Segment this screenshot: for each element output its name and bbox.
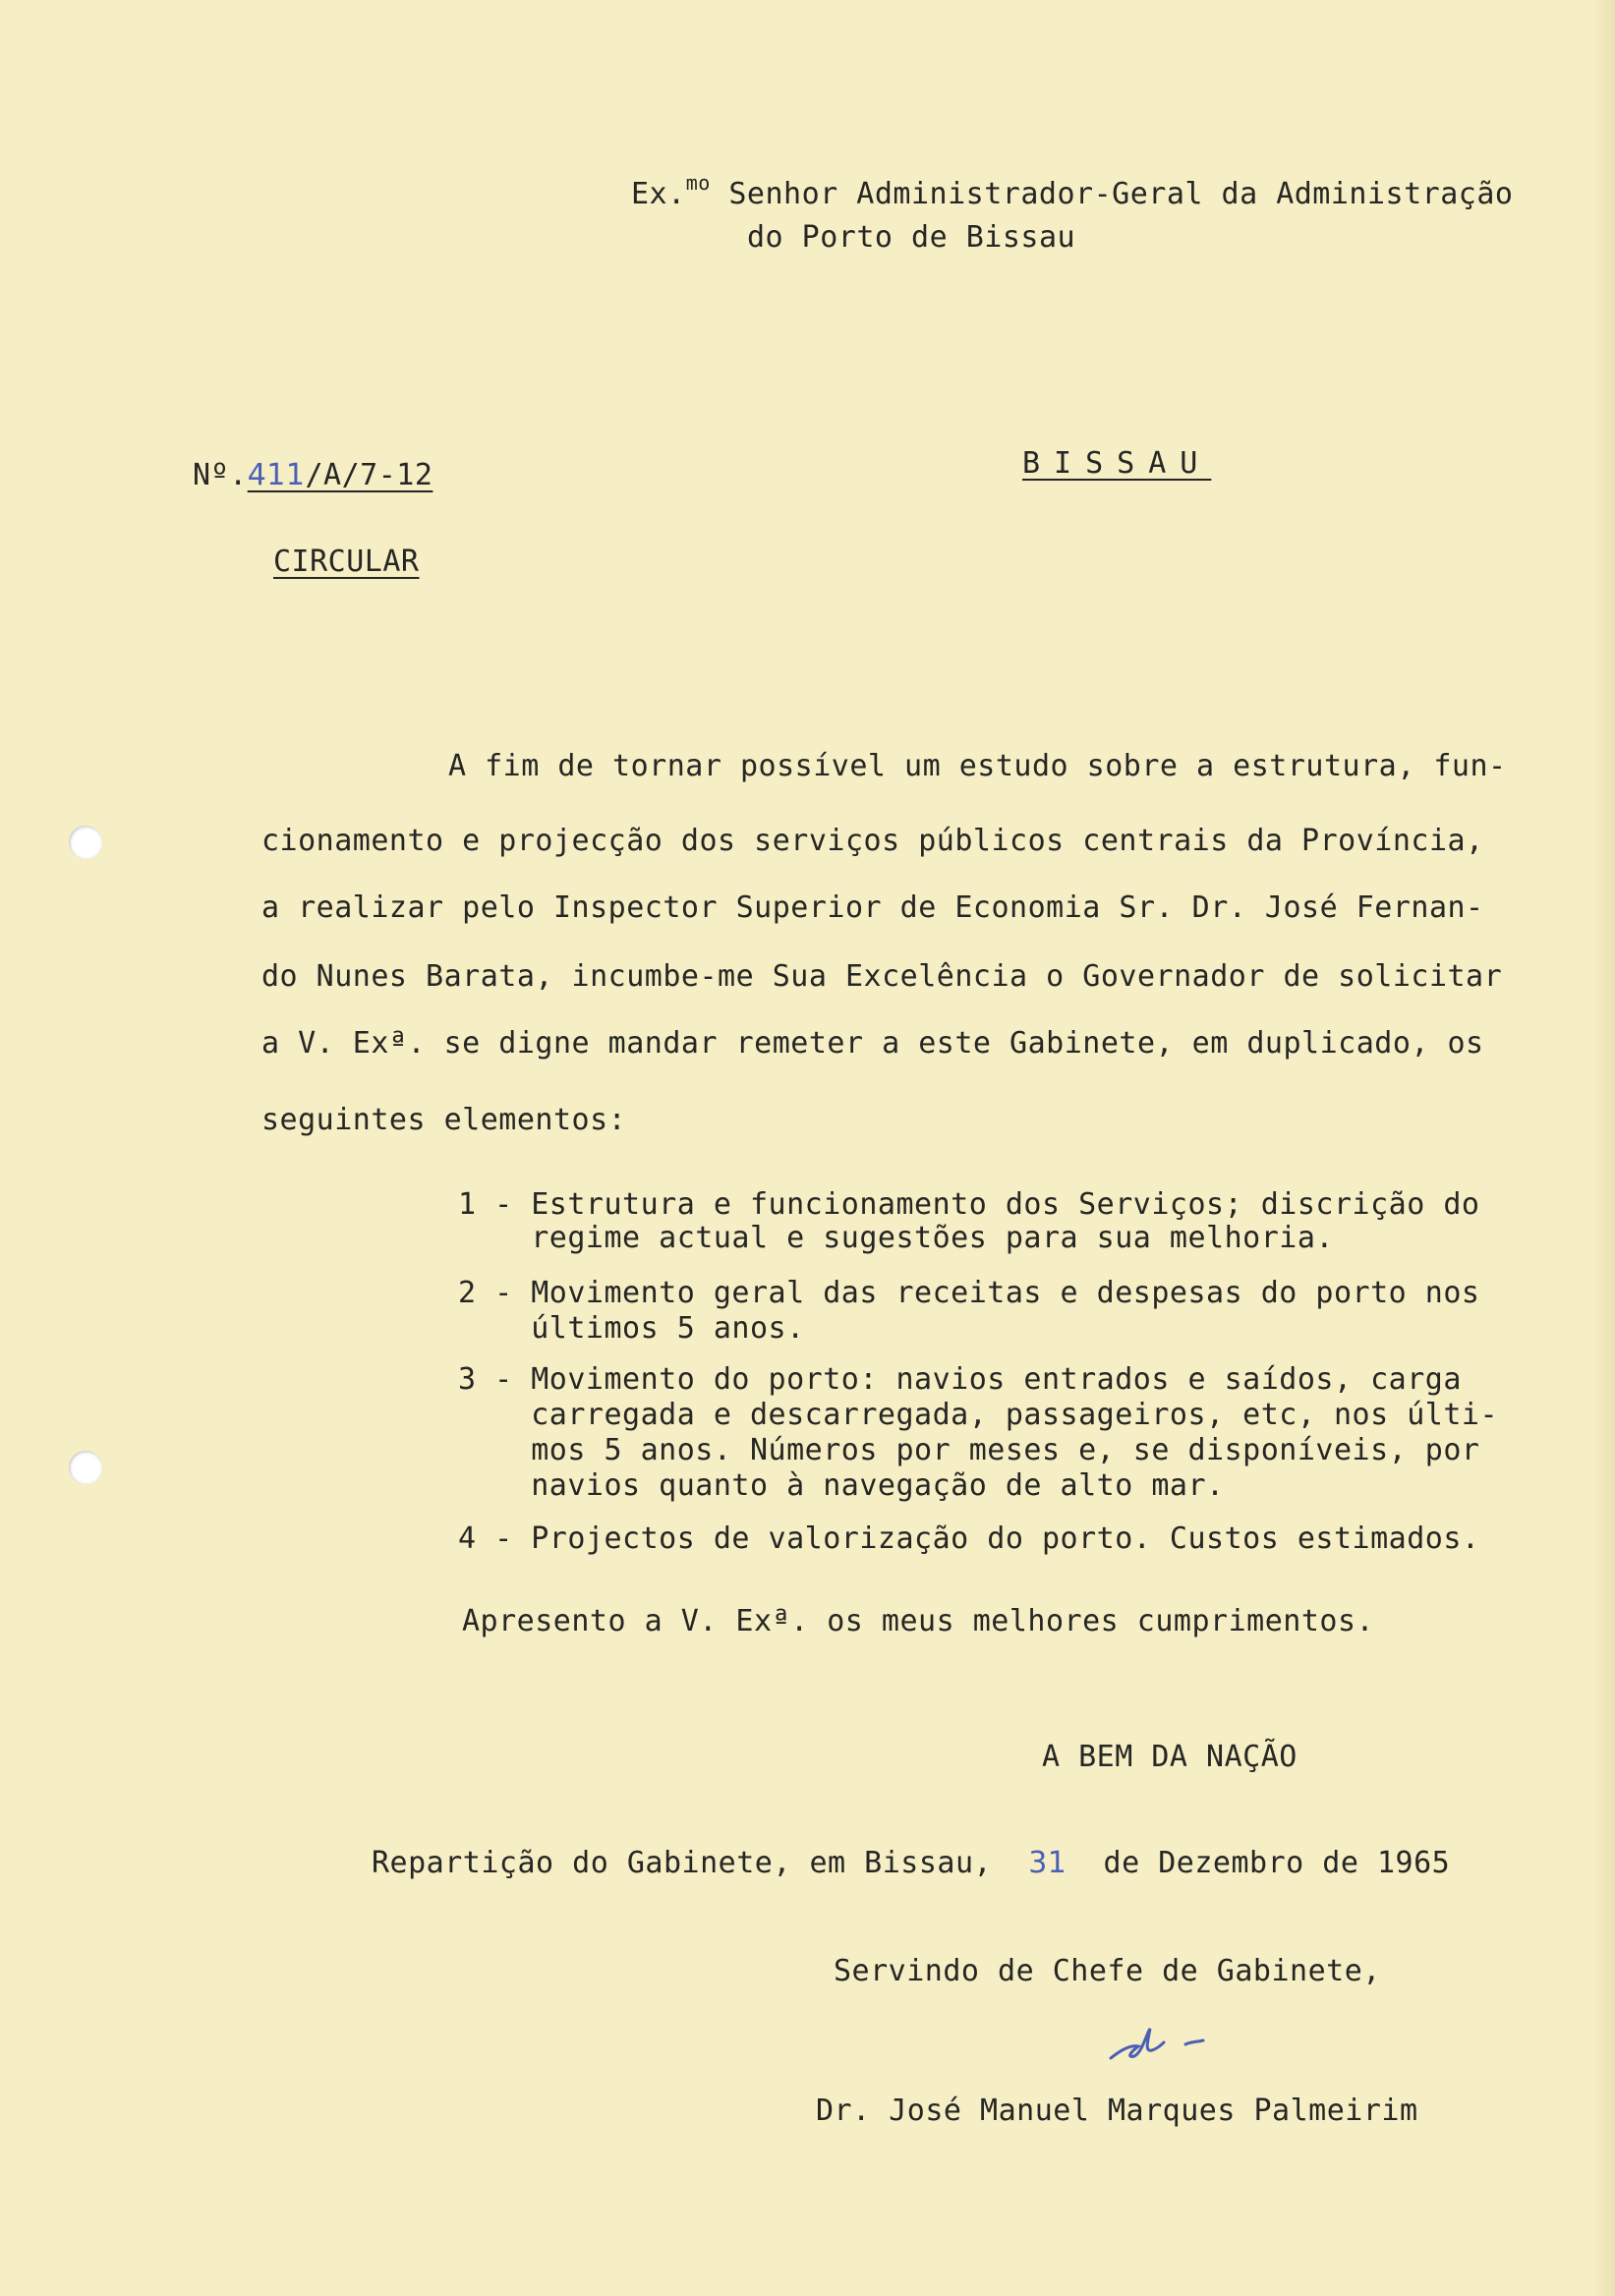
body-line: cionamento e projecção dos serviços públicos centrais da Província,: [261, 824, 1484, 858]
date-suffix: de Dezembro de 1965: [1103, 1846, 1451, 1880]
reference-suffix: /A/7-12: [305, 458, 433, 492]
signatory-role: Servindo de Chefe de Gabinete,: [834, 1954, 1381, 1988]
list-item: carregada e descarregada, passageiros, etc, nos últi-: [458, 1398, 1499, 1432]
addressee-title: Senhor Administrador-Geral da Administração: [710, 177, 1514, 211]
list-item: 1 - Estrutura e funcionamento dos Serviços; discrição do: [458, 1187, 1480, 1222]
circular-label: CIRCULAR: [273, 545, 420, 579]
list-item: últimos 5 anos.: [458, 1311, 805, 1346]
list-item: 3 - Movimento do porto: navios entrados e saídos, carga: [458, 1362, 1462, 1397]
body-line: a V. Exª. se digne mandar remeter a este Gabinete, em duplicado, os: [261, 1026, 1484, 1061]
punch-hole-top: [69, 826, 102, 859]
salutation-superscript: mo: [685, 171, 711, 195]
body-line: a realizar pelo Inspector Superior de Economia Sr. Dr. José Fernan-: [261, 890, 1484, 925]
addressee-line-2: do Porto de Bissau: [747, 220, 1076, 255]
addressee-line-1: [631, 165, 1514, 212]
body-line: do Nunes Barata, incumbe-me Sua Excelência o Governador de solicitar: [261, 959, 1503, 994]
reference-prefix: Nº.: [193, 458, 248, 492]
list-item: navios quanto à navegação de alto mar.: [458, 1468, 1225, 1503]
list-item: mos 5 anos. Números por meses e, se disponíveis, por: [458, 1433, 1480, 1467]
reference-number: [193, 458, 433, 493]
list-item: 2 - Movimento geral das receitas e despesas do porto nos: [458, 1276, 1480, 1310]
motto: A BEM DA NAÇÃO: [1042, 1740, 1298, 1774]
salutation: Ex.: [631, 177, 686, 211]
date-prefix: Repartição do Gabinete, em Bissau,: [372, 1846, 993, 1880]
list-item: 4 - Projectos de valorização do porto. Custos estimados.: [458, 1521, 1480, 1556]
body-line: seguintes elementos:: [261, 1103, 627, 1137]
date-line: [372, 1846, 1450, 1881]
handwritten-signature: [1101, 2015, 1219, 2074]
reference-code: [248, 458, 433, 492]
reference-handwritten-number: 411: [247, 458, 306, 492]
page-edge-shadow: [1593, 0, 1615, 2296]
closing-line: Apresento a V. Exª. os meus melhores cumprimentos.: [462, 1604, 1375, 1638]
date-handwritten-day: 31: [1028, 1846, 1067, 1880]
signatory-name: Dr. José Manuel Marques Palmeirim: [816, 2094, 1418, 2128]
body-line: A fim de tornar possível um estudo sobre a estrutura, fun-: [448, 749, 1507, 783]
list-item: regime actual e sugestões para sua melhoria.: [458, 1221, 1334, 1255]
punch-hole-bottom: [69, 1451, 102, 1484]
place-heading: BISSAU: [1022, 446, 1212, 481]
